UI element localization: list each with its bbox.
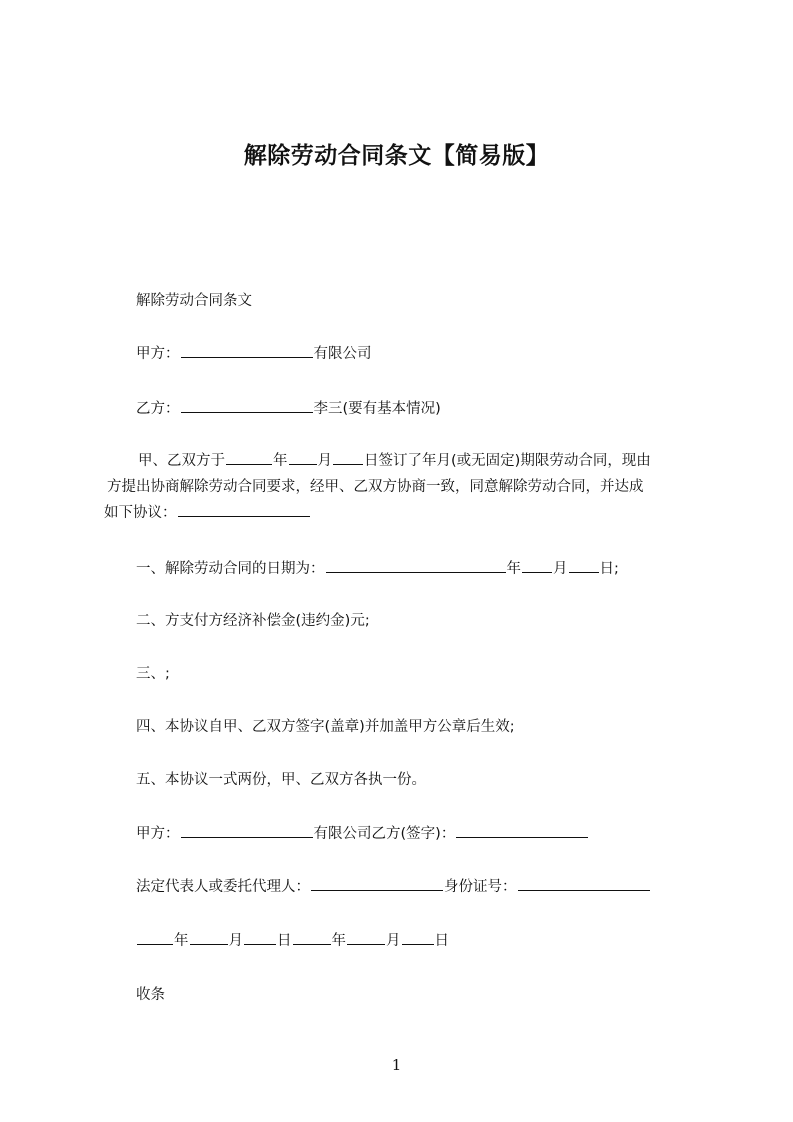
date-year-2: 年 (331, 933, 346, 949)
intro-seg-4: 日签订了年月(或无固定)期限劳动合同，现由 (364, 453, 651, 469)
representative-label: 法定代表人或委托代理人： (136, 879, 310, 895)
clause-4: 四、本协议自甲、乙双方签字(盖章)并加盖甲方公章后生效; (136, 719, 515, 735)
id-number-blank (518, 876, 650, 891)
page-number: 1 (391, 1056, 402, 1074)
clause-1 (136, 558, 619, 579)
clause-1-text: 一、解除劳动合同的日期为： (136, 561, 325, 577)
clause-1-day-blank (569, 558, 599, 573)
intro-month-blank (289, 450, 317, 465)
sign-party-a-blank (181, 823, 313, 838)
sign-party-b-blank (456, 823, 588, 838)
party-b-label: 乙方： (136, 401, 180, 417)
intro-line-1 (104, 448, 704, 474)
representative-line (136, 876, 651, 897)
clause-1-month: 月 (553, 561, 568, 577)
id-number-label: 身份证号： (444, 879, 517, 895)
date-month-1-blank (190, 930, 228, 945)
date-year-1: 年 (174, 933, 189, 949)
date-day-1-blank (244, 930, 276, 945)
intro-line-3 (104, 500, 704, 526)
date-day-2-blank (402, 930, 434, 945)
representative-blank (311, 876, 443, 891)
date-month-1: 月 (228, 933, 243, 949)
intro-agreement-blank (178, 502, 310, 517)
party-a-suffix: 有限公司 (313, 346, 372, 362)
party-b-line (136, 398, 441, 419)
date-day-1: 日 (277, 933, 292, 949)
intro-year-blank (226, 450, 272, 465)
party-a-line (136, 343, 372, 364)
intro-seg-3: 月 (317, 453, 332, 469)
party-a-label: 甲方： (136, 346, 180, 362)
sign-party-a-label: 甲方： (136, 826, 180, 842)
clause-1-day: 日; (599, 561, 619, 577)
date-day-2: 日 (434, 933, 449, 949)
date-month-2-blank (347, 930, 385, 945)
intro-paragraph (104, 448, 704, 526)
document-title: 解除劳动合同条文【简易版】 (243, 143, 550, 169)
clause-3: 三、; (136, 666, 170, 682)
clause-1-year: 年 (506, 561, 521, 577)
clause-2: 二、方支付方经济补偿金(违约金)元; (136, 613, 370, 629)
clause-1-month-blank (522, 558, 552, 573)
clause-1-date-blank (326, 558, 506, 573)
date-year-2-blank (293, 930, 331, 945)
signature-line (136, 823, 589, 844)
party-b-blank (181, 398, 313, 413)
sign-mid-text: 有限公司乙方(签字)： (313, 826, 456, 842)
intro-line-2: 方提出协商解除劳动合同要求，经甲、乙双方协商一致，同意解除劳动合同，并达成 (107, 479, 644, 495)
intro-line-3-label: 如下协议： (104, 505, 177, 521)
receipt-heading: 收条 (136, 987, 165, 1003)
section-heading: 解除劳动合同条文 (136, 293, 252, 309)
intro-seg-2: 年 (273, 453, 288, 469)
date-month-2: 月 (386, 933, 401, 949)
clause-5: 五、本协议一式两份，甲、乙双方各执一份。 (136, 772, 426, 788)
date-year-1-blank (137, 930, 173, 945)
party-a-blank (181, 343, 313, 358)
party-b-suffix: 李三(要有基本情况) (313, 401, 441, 417)
intro-day-blank (333, 450, 363, 465)
intro-seg-1: 甲、乙双方于 (138, 453, 225, 469)
date-line (136, 930, 449, 951)
